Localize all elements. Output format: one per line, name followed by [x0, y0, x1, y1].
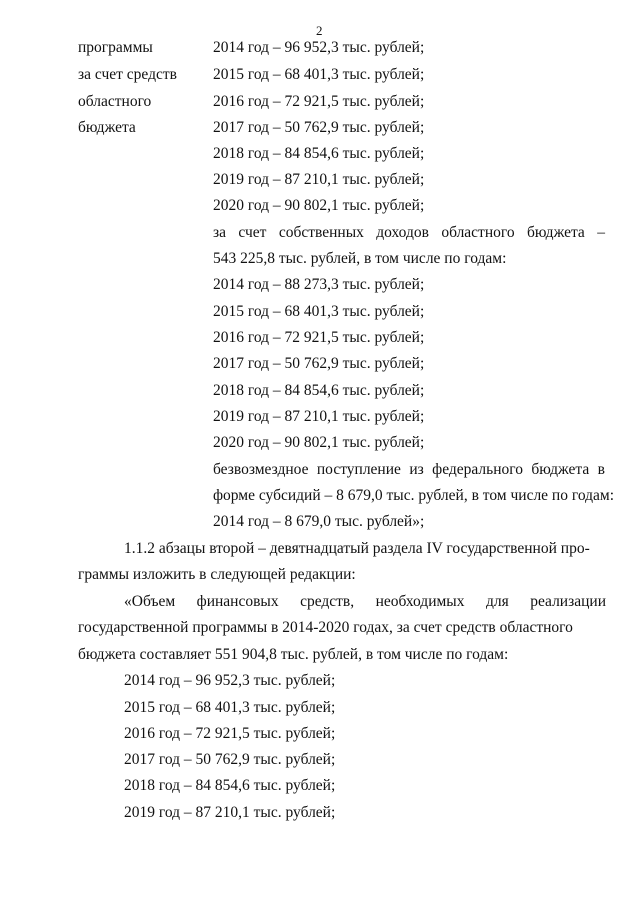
word: федерального: [432, 461, 523, 478]
year-amount-line: 2018 год – 84 854,6 тыс. рублей;: [213, 145, 425, 162]
word: реализации: [530, 593, 606, 610]
year-amount-line: 2015 год – 68 401,3 тыс. рублей;: [124, 699, 336, 716]
word: –: [597, 224, 605, 241]
volume-paragraph-line: государственной программы в 2014-2020 годах, за счет средств областного: [78, 619, 573, 636]
year-amount-line: 2019 год – 87 210,1 тыс. рублей;: [124, 804, 336, 821]
federal-subsidy-line: форме субсидий – 8 679,0 тыс. рублей, в том числе по годам:: [213, 487, 615, 504]
year-amount-line: 2016 год – 72 921,5 тыс. рублей;: [213, 93, 425, 110]
year-amount-line: 2015 год – 68 401,3 тыс. рублей;: [213, 303, 425, 320]
year-amount-line: 2018 год – 84 854,6 тыс. рублей;: [124, 777, 336, 794]
year-amount-line: 2014 год – 88 273,3 тыс. рублей;: [213, 276, 425, 293]
word: «Объем: [124, 593, 176, 610]
section-paragraph-line: 1.1.2 абзацы второй – девятнадцатый раздела IV государственной про-: [124, 540, 590, 557]
word: счет: [238, 224, 267, 241]
word: доходов: [376, 224, 429, 241]
federal-line: [213, 462, 605, 478]
year-amount-line: 2018 год – 84 854,6 тыс. рублей;: [213, 382, 425, 399]
volume-paragraph-line: бюджета составляет 551 904,8 тыс. рублей, в том числе по годам:: [78, 646, 509, 663]
left-label-line: за счет средств: [78, 66, 177, 83]
word: для: [485, 593, 509, 610]
word: собственных: [278, 224, 364, 241]
year-amount-line: 2016 год – 72 921,5 тыс. рублей;: [124, 725, 336, 742]
word: бюджета: [531, 461, 590, 478]
word: финансовых: [196, 593, 279, 610]
year-amount-line: 2020 год – 90 802,1 тыс. рублей;: [213, 434, 425, 451]
word: безвозмездное: [213, 461, 309, 478]
year-amount-line: 2019 год – 87 210,1 тыс. рублей;: [213, 408, 425, 425]
federal-year-line: 2014 год – 8 679,0 тыс. рублей»;: [213, 513, 425, 530]
section-paragraph-line: граммы изложить в следующей редакции:: [78, 566, 356, 583]
year-amount-line: 2019 год – 87 210,1 тыс. рублей;: [213, 171, 425, 188]
word: в: [597, 461, 605, 478]
year-amount-line: 2020 год – 90 802,1 тыс. рублей;: [213, 197, 425, 214]
left-label-line: областного: [78, 93, 152, 110]
word: средств,: [300, 593, 355, 610]
left-label-line: программы: [78, 39, 153, 56]
word: поступление: [316, 461, 401, 478]
year-amount-line: 2016 год – 72 921,5 тыс. рублей;: [213, 329, 425, 346]
volume-paragraph-line: [124, 594, 606, 610]
own-income-total: 543 225,8 тыс. рублей, в том числе по годам:: [213, 250, 507, 267]
page-number: 2: [316, 23, 323, 38]
year-amount-line: 2015 год – 68 401,3 тыс. рублей;: [213, 66, 425, 83]
word: необходимых: [375, 593, 465, 610]
year-amount-line: 2014 год – 96 952,3 тыс. рублей;: [213, 39, 425, 56]
left-label-line: бюджета: [78, 119, 136, 136]
year-amount-line: 2017 год – 50 762,9 тыс. рублей;: [213, 119, 425, 136]
word: за: [213, 224, 227, 241]
word: из: [409, 461, 424, 478]
year-amount-line: 2017 год – 50 762,9 тыс. рублей;: [213, 355, 425, 372]
word: областного: [441, 224, 515, 241]
year-amount-line: 2017 год – 50 762,9 тыс. рублей;: [124, 751, 336, 768]
year-amount-line: 2014 год – 96 952,3 тыс. рублей;: [124, 672, 336, 689]
own-income-line: [213, 225, 605, 241]
word: бюджета: [527, 224, 585, 241]
